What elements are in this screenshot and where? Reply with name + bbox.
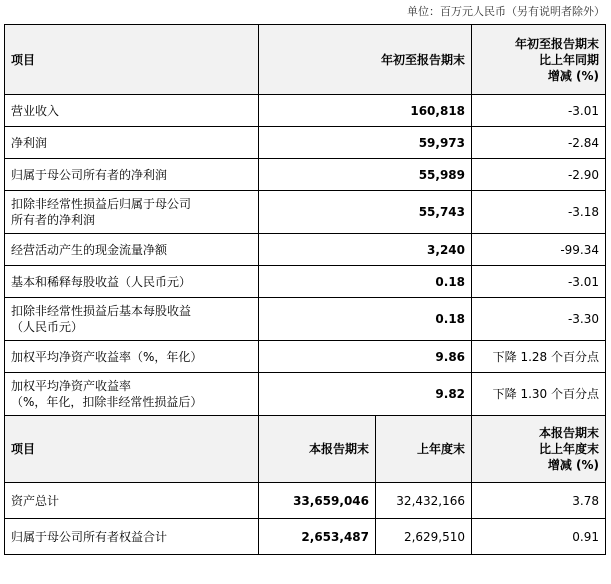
header-change	[472, 416, 606, 483]
row-change: -3.01	[472, 266, 606, 298]
header-item: 项目	[5, 416, 259, 483]
row-change: 下降 1.30 个百分点	[472, 373, 606, 416]
row-change: -3.30	[472, 298, 606, 341]
row-label	[5, 234, 259, 266]
row-change: -99.34	[472, 234, 606, 266]
row-prior: 32,432,166	[376, 483, 472, 519]
table-row	[5, 298, 606, 341]
text-line: 扣除非经常性损益后归属于母公司	[11, 197, 192, 211]
row-value: 9.82	[259, 373, 472, 416]
section2-header-row	[5, 416, 606, 483]
header-ytd: 年初至报告期末	[259, 25, 472, 95]
row-change: -2.84	[472, 127, 606, 159]
unit-note: 单位：百万元人民币（另有说明者除外）	[407, 5, 605, 18]
text-line: 比上年度末	[539, 442, 600, 456]
text-line: 加权平均净资产收益率（%，年化）	[11, 349, 203, 364]
table-row	[5, 159, 606, 191]
row-label	[5, 159, 259, 191]
row-change: 下降 1.28 个百分点	[472, 341, 606, 373]
section1-header-row	[5, 25, 606, 95]
row-change: -2.90	[472, 159, 606, 191]
header-change	[472, 25, 606, 95]
row-label	[5, 127, 259, 159]
row-value: 160,818	[259, 95, 472, 127]
row-change: -3.01	[472, 95, 606, 127]
row-change: 3.78	[472, 483, 606, 519]
table-row	[5, 519, 606, 555]
text-line: （人民币元）	[11, 320, 84, 334]
row-label	[5, 298, 259, 341]
text-line: 增减 (%)	[547, 458, 600, 472]
text-line: 扣除非经常性损益后基本每股收益	[11, 304, 192, 318]
row-label	[5, 266, 259, 298]
row-change: -3.18	[472, 191, 606, 234]
row-value: 0.18	[259, 298, 472, 341]
text-line: （%，年化，扣除非经常性损益后）	[11, 395, 203, 409]
row-label	[5, 95, 259, 127]
financial-summary-table	[4, 24, 606, 555]
row-change: 0.91	[472, 519, 606, 555]
row-value: 55,743	[259, 191, 472, 234]
text-line: 增减 (%)	[547, 68, 600, 83]
text-line: 年初至报告期末	[515, 36, 600, 51]
text-line: 本报告期末	[539, 426, 600, 440]
row-value: 9.86	[259, 341, 472, 373]
text-line: 加权平均净资产收益率	[11, 379, 132, 393]
row-label	[5, 373, 259, 416]
row-value: 0.18	[259, 266, 472, 298]
row-value: 55,989	[259, 159, 472, 191]
text-line: 比上年同期	[539, 52, 600, 67]
row-current: 33,659,046	[259, 483, 376, 519]
table-row	[5, 483, 606, 519]
text-line: 营业收入	[11, 103, 60, 118]
table-row	[5, 234, 606, 266]
row-prior: 2,629,510	[376, 519, 472, 555]
table-row	[5, 127, 606, 159]
header-item: 项目	[5, 25, 259, 95]
table-row	[5, 95, 606, 127]
table-row	[5, 191, 606, 234]
row-value: 3,240	[259, 234, 472, 266]
table-row	[5, 266, 606, 298]
row-value: 59,973	[259, 127, 472, 159]
row-label: 归属于母公司所有者权益合计	[5, 519, 259, 555]
text-line: 经营活动产生的现金流量净额	[11, 242, 168, 257]
text-line: 归属于母公司所有者的净利润	[11, 167, 168, 182]
row-label: 资产总计	[5, 483, 259, 519]
row-label	[5, 191, 259, 234]
table-row	[5, 341, 606, 373]
text-line: 基本和稀释每股收益（人民币元）	[11, 274, 192, 289]
text-line: 所有者的净利润	[11, 213, 96, 227]
row-label	[5, 341, 259, 373]
table-row	[5, 373, 606, 416]
header-prior: 上年度末	[376, 416, 472, 483]
text-line: 净利润	[11, 135, 48, 150]
row-current: 2,653,487	[259, 519, 376, 555]
header-current: 本报告期末	[259, 416, 376, 483]
